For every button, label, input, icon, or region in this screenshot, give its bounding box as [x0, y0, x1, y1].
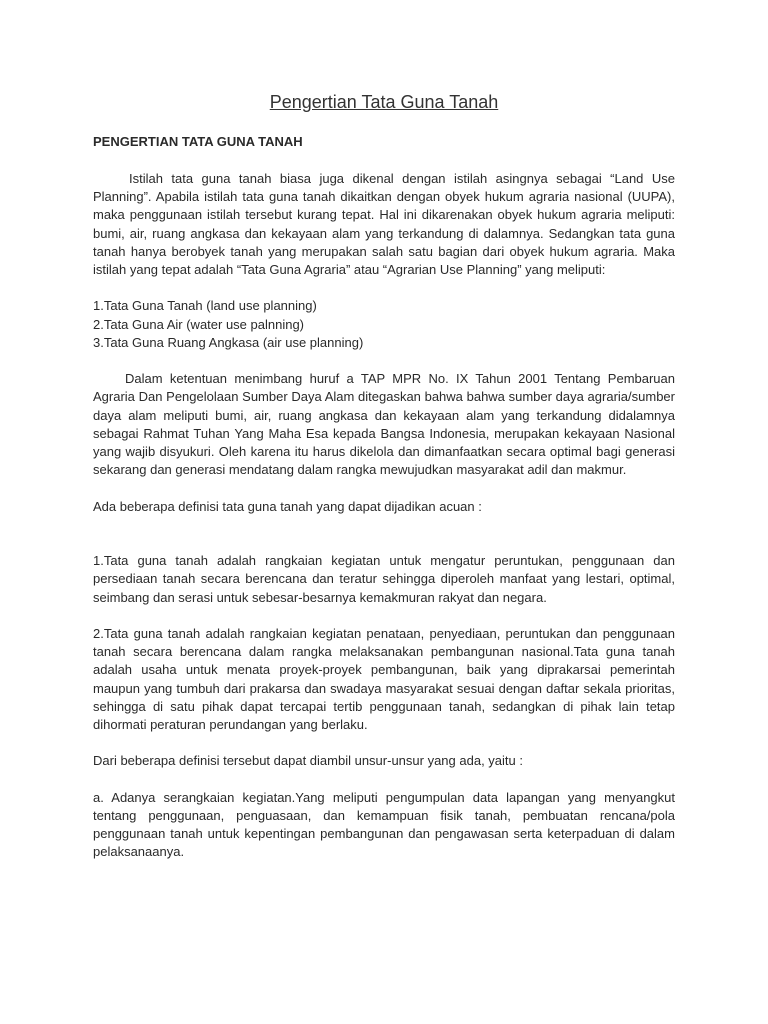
spacer: [93, 734, 675, 752]
list-item: 2.Tata Guna Air (water use palnning): [93, 316, 305, 332]
list-item: 3.Tata Guna Ruang Angkasa (air use planning): [93, 334, 364, 350]
document-title: Pengertian Tata Guna Tanah: [269, 92, 499, 112]
element-a: a. Adanya serangkaian kegiatan.Yang meliputi pengumpulan data lapangan yang menyangkut tentang penggunaan, penguasaan, dan kemampuan fisik tanah, pembuatan rencana/pola penggunaan tanah untuk kepentingan pembangunan dan pengawasan serta keterpaduan di dalam pelaksanaanya.: [93, 789, 675, 860]
spacer: [93, 479, 675, 497]
spacer: [93, 279, 675, 297]
elements-intro: Dari beberapa definisi tersebut dapat diambil unsur-unsur yang ada, yaitu :: [93, 753, 523, 769]
paragraph-tap-mpr: Dalam ketentuan menimbang huruf a TAP MPR No. IX Tahun 2001 Tentang Pembaruan Agraria Dan Pengelolaan Sumber Daya Alam ditegaskan bahwa bahwa sumber daya agraria/sumber daya alam meliputi bumi, air, ruang angkasa dan kekayaan alam yang terkandung didalamnya sebagai Rahmat Tuhan Yang Maha Esa kepada Bangsa Indonesia, merupakan kekayaan Nasional yang wajib disyukuri. Oleh karena itu harus dikelola dan dimanfaatkan secara optimal bagi generasi sekarang dan generasi mendatang dalam rangka mewujudkan masyarakat adil dan makmur.: [93, 371, 675, 478]
document-body: [93, 170, 675, 862]
spacer: [93, 516, 675, 552]
list-item: 1.Tata Guna Tanah (land use planning): [93, 298, 317, 314]
spacer: [93, 771, 675, 789]
section-heading: PENGERTIAN TATA GUNA TANAH: [93, 134, 303, 149]
spacer: [93, 607, 675, 625]
paragraph-land-use-planning: Istilah tata guna tanah biasa juga dikenal dengan istilah asingnya sebagai “Land Use Planning”. Apabila istilah tata guna tanah dikaitkan dengan obyek hukum agraria nasional (UUPA), maka penggunaan istilah tersebut kurang tepat. Hal ini dikarenakan obyek hukum agraria meliputi: bumi, air, ruang angkasa dan kekayaan alam yang terkandung di dalamnya. Sedangkan tata guna tanah hanya berobyek tanah yang merupakan salah satu bagian dari obyek hukum agraria. Maka istilah yang tepat adalah “Tata Guna Agraria” atau “Agrarian Use Planning” yang meliputi:: [93, 171, 675, 278]
definition-2: 2.Tata guna tanah adalah rangkaian kegiatan penataan, penyediaan, peruntukan dan penggunaan tanah secara berencana dalam rangka melaksanakan pembangunan nasional.Tata guna tanah adalah usaha untuk menata proyek-proyek pembangunan, baik yang diprakarsai pemerintah maupun yang tumbuh dari prakarsa dan swadaya masyarakat sesuai dengan daftar sekala prioritas, sehingga di satu pihak dapat tercapai tertib penggunaan tanah, sedangkan di pihak lain tetap dihormati peraturan perundangan yang berlaku.: [93, 626, 675, 733]
definition-1: 1.Tata guna tanah adalah rangkaian kegiatan untuk mengatur peruntukan, penggunaan dan persediaan tanah secara berencana dan teratur sehingga diperoleh manfaat yang lestari, optimal, seimbang dan serasi untuk sebesar-besarnya kemakmuran rakyat dan negara.: [93, 553, 675, 605]
spacer: [93, 352, 675, 370]
definitions-intro: Ada beberapa definisi tata guna tanah yang dapat dijadikan acuan :: [93, 498, 482, 514]
